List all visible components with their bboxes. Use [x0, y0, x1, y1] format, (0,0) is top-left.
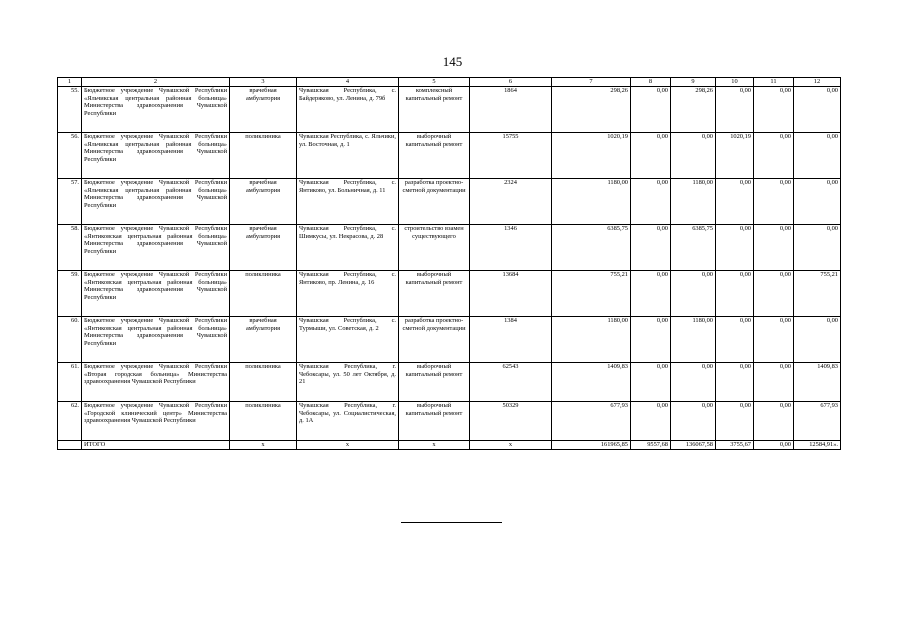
- value-cell: 0,00: [631, 402, 671, 441]
- work-type-cell: разработка проектно-сметной документации: [399, 179, 470, 225]
- value-cell: 6385,75: [552, 225, 631, 271]
- column-number: 8: [631, 78, 671, 87]
- page-number: 145: [442, 54, 463, 69]
- value-cell: 15755: [470, 133, 552, 179]
- value-cell: 13684: [470, 271, 552, 317]
- value-cell: 0,00: [631, 271, 671, 317]
- row-index: 59.: [58, 271, 82, 317]
- value-cell: 0,00: [716, 87, 754, 133]
- total-label: ИТОГО: [82, 441, 230, 450]
- facility-type-cell: врачебная амбулатория: [230, 225, 297, 271]
- column-number: 9: [671, 78, 716, 87]
- facility-type-cell: поликлиника: [230, 271, 297, 317]
- value-cell: 0,00: [716, 317, 754, 363]
- value-cell: 9557,68: [631, 441, 671, 450]
- value-cell: 1384: [470, 317, 552, 363]
- value-cell: 0,00: [794, 225, 841, 271]
- value-cell: 0,00: [631, 133, 671, 179]
- work-type-cell: комплексный капитальный ремонт: [399, 87, 470, 133]
- organization-cell: Бюджетное учреждение Чувашской Республики «Янтиковская центральная районная больница» Министерства здравоохранения Чувашской Республики: [82, 271, 230, 317]
- organization-cell: Бюджетное учреждение Чувашской Республики «Янтиковская центральная районная больница» Министерства здравоохранения Чувашской Республики: [82, 317, 230, 363]
- value-cell: 0,00: [754, 225, 794, 271]
- value-cell: 0,00: [671, 402, 716, 441]
- value-cell: 0,00: [631, 179, 671, 225]
- value-cell: 0,00: [754, 271, 794, 317]
- work-type-cell: выборочный капитальный ремонт: [399, 402, 470, 441]
- value-cell: 1180,00: [671, 317, 716, 363]
- row-index: 58.: [58, 225, 82, 271]
- value-cell: 136067,58: [671, 441, 716, 450]
- column-number: 7: [552, 78, 631, 87]
- work-type-cell: выборочный капитальный ремонт: [399, 133, 470, 179]
- organization-cell: Бюджетное учреждение Чувашской Республики «Яльчикская центральная районная больница» Министерства здравоохранения Чувашской Республики: [82, 133, 230, 179]
- value-cell: 0,00: [754, 363, 794, 402]
- row-index: 56.: [58, 133, 82, 179]
- column-number: 2: [82, 78, 230, 87]
- table-row: [58, 317, 841, 363]
- row-index: 55.: [58, 87, 82, 133]
- value-cell: 2324: [470, 179, 552, 225]
- value-cell: х: [297, 441, 399, 450]
- value-cell: х: [230, 441, 297, 450]
- facility-type-cell: поликлиника: [230, 402, 297, 441]
- facility-type-cell: врачебная амбулатория: [230, 179, 297, 225]
- total-row: [58, 441, 841, 450]
- row-index: 61.: [58, 363, 82, 402]
- facility-type-cell: поликлиника: [230, 363, 297, 402]
- address-cell: Чувашская Республика, с. Турмыши, ул. Советская, д. 2: [297, 317, 399, 363]
- value-cell: 1346: [470, 225, 552, 271]
- value-cell: х: [470, 441, 552, 450]
- value-cell: 1020,19: [716, 133, 754, 179]
- value-cell: 0,00: [794, 317, 841, 363]
- value-cell: 677,93: [794, 402, 841, 441]
- column-number: 4: [297, 78, 399, 87]
- value-cell: 0,00: [671, 133, 716, 179]
- address-cell: Чувашская Республика, с. Янтиково, пр. Ленина, д. 16: [297, 271, 399, 317]
- column-number: 11: [754, 78, 794, 87]
- work-type-cell: выборочный капитальный ремонт: [399, 363, 470, 402]
- value-cell: 161965,85: [552, 441, 631, 450]
- value-cell: 0,00: [754, 402, 794, 441]
- value-cell: 1864: [470, 87, 552, 133]
- value-cell: 0,00: [754, 179, 794, 225]
- address-cell: Чувашская Республика, с. Яльчики, ул. Восточная, д. 1: [297, 133, 399, 179]
- row-index: [58, 441, 82, 450]
- table-row: [58, 225, 841, 271]
- facility-type-cell: врачебная амбулатория: [230, 87, 297, 133]
- column-number: 1: [58, 78, 82, 87]
- value-cell: 0,00: [716, 179, 754, 225]
- facilities-table: [57, 77, 841, 450]
- organization-cell: Бюджетное учреждение Чувашской Республики «Городской клинический центр» Министерства здравоохранения Чувашской Республики: [82, 402, 230, 441]
- value-cell: 755,21: [794, 271, 841, 317]
- work-type-cell: выборочный капитальный ремонт: [399, 271, 470, 317]
- row-index: 60.: [58, 317, 82, 363]
- value-cell: 0,00: [794, 133, 841, 179]
- address-cell: Чувашская Республика, с. Янтиково, ул. Больничная, д. 11: [297, 179, 399, 225]
- value-cell: 6385,75: [671, 225, 716, 271]
- value-cell: 1409,83: [552, 363, 631, 402]
- value-cell: 298,26: [671, 87, 716, 133]
- organization-cell: Бюджетное учреждение Чувашской Республики «Яльчикская центральная районная больница» Министерства здравоохранения Чувашской Республики: [82, 87, 230, 133]
- column-number: 12: [794, 78, 841, 87]
- facility-type-cell: врачебная амбулатория: [230, 317, 297, 363]
- column-number: 10: [716, 78, 754, 87]
- table-row: [58, 179, 841, 225]
- table-row: [58, 363, 841, 402]
- value-cell: 0,00: [716, 271, 754, 317]
- column-number: 5: [399, 78, 470, 87]
- row-index: 57.: [58, 179, 82, 225]
- value-cell: 1180,00: [552, 179, 631, 225]
- value-cell: 0,00: [754, 317, 794, 363]
- value-cell: 0,00: [794, 87, 841, 133]
- column-number: 6: [470, 78, 552, 87]
- separator-line: [401, 522, 502, 523]
- facility-type-cell: поликлиника: [230, 133, 297, 179]
- value-cell: 62543: [470, 363, 552, 402]
- value-cell: 0,00: [754, 441, 794, 450]
- value-cell: 755,21: [552, 271, 631, 317]
- value-cell: 0,00: [631, 363, 671, 402]
- value-cell: 0,00: [631, 225, 671, 271]
- value-cell: 0,00: [716, 402, 754, 441]
- table-row: [58, 271, 841, 317]
- table-row: [58, 133, 841, 179]
- value-cell: 0,00: [716, 363, 754, 402]
- organization-cell: Бюджетное учреждение Чувашской Республики «Вторая городская больница» Министерства здравоохранения Чувашской Республики: [82, 363, 230, 402]
- table-row: [58, 402, 841, 441]
- value-cell: 3755,67: [716, 441, 754, 450]
- address-cell: Чувашская Республика, г. Чебоксары, ул. Социалистическая, д. 1А: [297, 402, 399, 441]
- organization-cell: Бюджетное учреждение Чувашской Республики «Яльчикская центральная районная больница» Министерства здравоохранения Чувашской Республики: [82, 179, 230, 225]
- value-cell: 677,93: [552, 402, 631, 441]
- column-number-row: [58, 78, 841, 87]
- value-cell: 1409,83: [794, 363, 841, 402]
- value-cell: 0,00: [794, 179, 841, 225]
- value-cell: 1180,00: [671, 179, 716, 225]
- address-cell: Чувашская Республика, с. Шимкусы, ул. Некрасова, д. 28: [297, 225, 399, 271]
- work-type-cell: разработка проектно-сметной документации: [399, 317, 470, 363]
- value-cell: 50329: [470, 402, 552, 441]
- row-index: 62.: [58, 402, 82, 441]
- value-cell: 0,00: [671, 363, 716, 402]
- work-type-cell: строительство взамен существующего: [399, 225, 470, 271]
- value-cell: 0,00: [754, 133, 794, 179]
- value-cell: 1180,00: [552, 317, 631, 363]
- value-cell: 12584,91».: [794, 441, 841, 450]
- address-cell: Чувашская Республика, г. Чебоксары, ул. 50 лет Октября, д. 21: [297, 363, 399, 402]
- value-cell: х: [399, 441, 470, 450]
- value-cell: 0,00: [631, 317, 671, 363]
- table-row: [58, 87, 841, 133]
- organization-cell: Бюджетное учреждение Чувашской Республики «Янтиковская центральная районная больница» Министерства здравоохранения Чувашской Республики: [82, 225, 230, 271]
- value-cell: 0,00: [716, 225, 754, 271]
- value-cell: 0,00: [754, 87, 794, 133]
- value-cell: 298,26: [552, 87, 631, 133]
- value-cell: 1020,19: [552, 133, 631, 179]
- column-number: 3: [230, 78, 297, 87]
- address-cell: Чувашская Республика, с. Байдеряково, ул. Ленина, д. 79б: [297, 87, 399, 133]
- value-cell: 0,00: [631, 87, 671, 133]
- value-cell: 0,00: [671, 271, 716, 317]
